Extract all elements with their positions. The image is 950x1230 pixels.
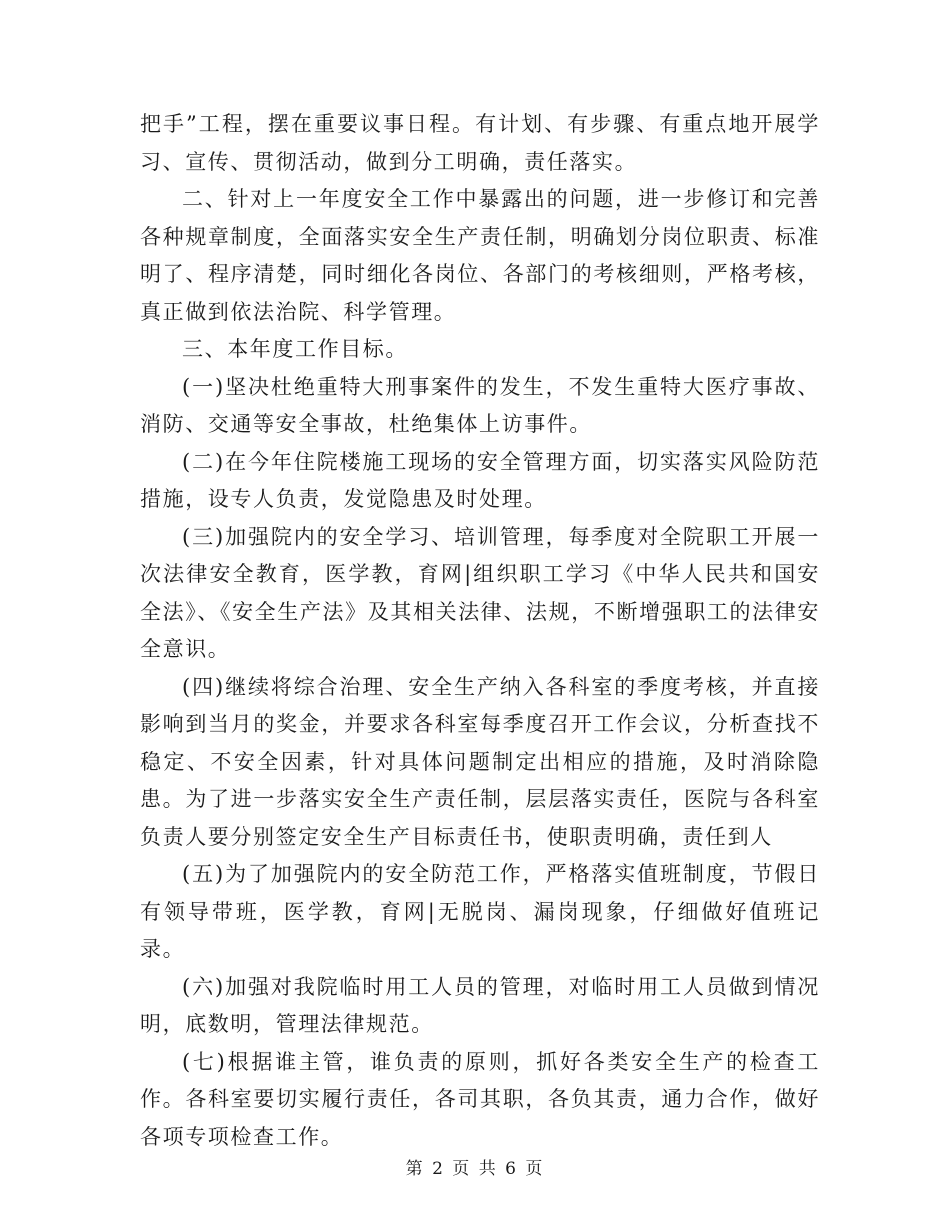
paragraph-item-6: (六)加强对我院临时用工人员的管理，对临时用工人员做到情况明，底数明，管理法律规范。 [140, 974, 820, 1036]
document-body [140, 106, 820, 1156]
paragraph-item-3: (三)加强院内的安全学习、培训管理，每季度对全院职工开展一次法律安全教育，医学教，育网|组织职工学习《中华人民共和国安全法》、《安全生产法》及其相关法律、法规，不断增强职工的法律安全意识。 [140, 524, 820, 661]
paragraph-continuation: 把手”工程，摆在重要议事日程。有计划、有步骤、有重点地开展学习、宣传、贯彻活动，做到分工明确，责任落实。 [140, 112, 820, 174]
paragraph-section-3-heading: 三、本年度工作目标。 [182, 337, 408, 361]
paragraph-item-4: (四)继续将综合治理、安全生产纳入各科室的季度考核，并直接影响到当月的奖金，并要求各科室每季度召开工作会议，分析查找不稳定、不安全因素，针对具体问题制定出相应的措施，及时消除隐患。为了进一步落实安全生产责任制，层层落实责任，医院与各科室负责人要分别签定安全生产目标责任书，使职责明确，责任到人 [140, 674, 820, 849]
paragraph-item-2: (二)在今年住院楼施工现场的安全管理方面，切实落实风险防范措施，设专人负责，发觉隐患及时处理。 [140, 449, 820, 511]
paragraph-section-2: 二、针对上一年度安全工作中暴露出的问题，进一步修订和完善各种规章制度，全面落实安全生产责任制，明确划分岗位职责、标准明了、程序清楚，同时细化各岗位、各部门的考核细则，严格考核，真正做到依法治院、科学管理。 [140, 187, 820, 324]
page-number-footer: 第 2 页 共 6 页 [405, 1159, 545, 1179]
paragraph-item-5: (五)为了加强院内的安全防范工作，严格落实值班制度，节假日有领导带班，医学教，育网|无脱岗、漏岗现象，仔细做好值班记录。 [140, 862, 820, 961]
paragraph-item-1: (一)坚决杜绝重特大刑事案件的发生，不发生重特大医疗事故、消防、交通等安全事故，杜绝集体上访事件。 [140, 374, 820, 436]
paragraph-item-7: (七)根据谁主管，谁负责的原则，抓好各类安全生产的检查工作。各科室要切实履行责任，各司其职，各负其责，通力合作，做好各项专项检查工作。 [140, 1049, 820, 1149]
